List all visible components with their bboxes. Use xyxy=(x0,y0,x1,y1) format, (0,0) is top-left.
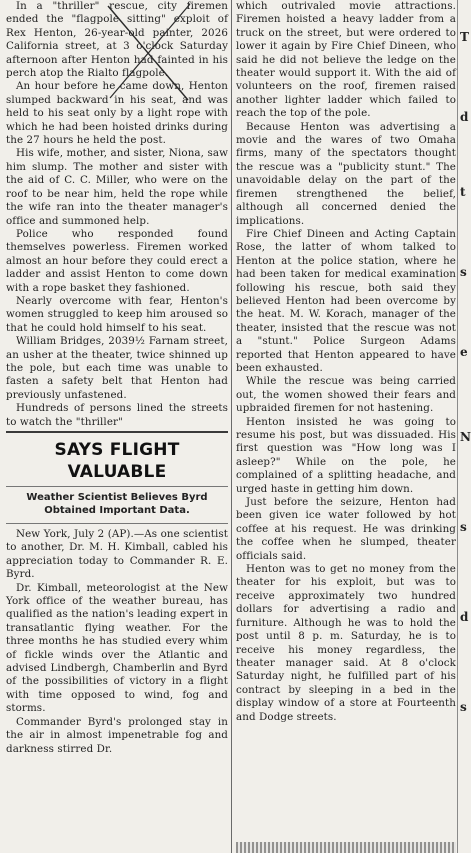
story-paragraph: Hundreds of persons lined the streets to watch the "thriller" xyxy=(6,402,228,428)
edge-letter: N xyxy=(460,430,471,444)
edge-letter: d xyxy=(460,110,469,124)
article-headline: SAYS FLIGHT VALUABLE xyxy=(54,440,180,482)
edge-letter: t xyxy=(460,185,466,199)
edge-letter: T xyxy=(460,30,469,44)
headline-divider xyxy=(6,486,228,487)
story-paragraph: Police who responded found themselves powerless. Firemen worked almost an hour before they could erect a ladder and assist Henton to come down with a rope basket they fashioned. xyxy=(6,227,228,294)
story-paragraph: Henton was to get no money from the theater for his exploit, but was to receive approximately two hundred dollars for advertising a radio and furniture. Although he was to hold the post until 8 p. m. Saturday, he is to receive his money regardless, the theater manager said. At 8 o'clock Saturday night, he fulfilled part of his contract by sleeping in a bed in the display window of a store at Fourteenth and Dodge streets. xyxy=(236,563,456,723)
story-paragraph: Fire Chief Dineen and Acting Captain Rose, the latter of whom talked to Henton at the police station, where he had been taken for medical examination following his rescue, both said they believed Henton had been overcome by the heat. M. W. Korach, manager of the theater, insisted that the rescue was not a "stunt." Police Surgeon Adams reported that Henton appeared to have been exhausted. xyxy=(236,227,456,374)
edge-letter: s xyxy=(460,265,467,279)
story-paragraph: While the rescue was being carried out, the women showed their fears and upbraided firemen for not hastening. xyxy=(236,375,456,415)
section-divider xyxy=(6,431,228,433)
story-paragraph: Henton insisted he was going to resume his post, but was dissuaded. His first question was "How long was I asleep?" While on the pole, he complained of a splitting headache, and urged haste in getting him down. xyxy=(236,415,456,495)
edge-letter: s xyxy=(460,520,467,534)
article-paragraph: Dr. Kimball, meteorologist at the New York office of the weather bureau, has qualified as the nation's leading expert in transatlantic flying weather. For the three months he has studied every whim of fickle winds over the Atlantic and advised Lindbergh, Chamberlin and Byrd of the possibilities of victory in a flight with time opposed to wind, fog and storms. xyxy=(6,581,228,715)
article-paragraph: Commander Byrd's prolonged stay in the air in almost impenetrable fog and darkness stirred Dr. xyxy=(6,715,228,755)
right-column xyxy=(236,0,456,724)
adjacent-column-edge xyxy=(457,0,469,853)
story-paragraph: Just before the seizure, Henton had been given ice water followed by hot coffee at his request. He was drinking the coffee when he slumped, theater officials said. xyxy=(236,496,456,562)
article-subheadline: Weather Scientist Believes Byrd Obtained Important Data. xyxy=(26,492,208,516)
edge-letter: s xyxy=(460,700,467,714)
torn-edge-strip xyxy=(236,842,456,853)
left-column xyxy=(6,0,228,756)
story-paragraph: An hour before he came down, Henton slumped backward in his seat, and was held to his seat only by a light rope with which he had been hoisted drinks during the 27 hours he held the post. xyxy=(6,80,228,147)
column-rule xyxy=(231,0,232,853)
edge-letter: d xyxy=(460,610,469,624)
story-paragraph: His wife, mother, and sister, Niona, saw him slump. The mother and sister with the aid of C. C. Miller, who were on the roof to be near him, held the rope while the wife ran into the theater manager's office and summoned help. xyxy=(6,147,228,227)
story-paragraph: Nearly overcome with fear, Henton's women struggled to keep him aroused so that he could hold himself to his seat. xyxy=(6,294,228,334)
subhead-divider xyxy=(6,523,228,524)
story-paragraph: which outrivaled movie attractions. Firemen hoisted a heavy ladder from a truck on the street, but were ordered to lower it again by Fire Chief Dineen, who said he did not believe the ledge on the theater would support it. With the aid of volunteers on the roof, firemen raised another lighter ladder which failed to reach the top of the pole. xyxy=(236,0,456,120)
story-paragraph: Because Henton was advertising a movie and the wares of two Omaha firms, many of the spectators thought the rescue was a "publicity stunt." The unavoidable delay on the part of the firemen strengthened the belief, although all concerned denied the implications. xyxy=(236,120,456,227)
edge-letter: e xyxy=(460,345,468,359)
story-paragraph: William Bridges, 2039½ Farnam street, an usher at the theater, twice shinned up the pole, but each time was unable to fasten a safety belt that Henton had previously unfastened. xyxy=(6,335,228,401)
story-paragraph: In a "thriller" rescue, city firemen ended the "flagpole sitting" exploit of Rex Henton, 26-year-old painter, 2026 California street, at 3 o'clock Saturday afternoon after Henton had fainted in his perch atop the Rialto flagpole. xyxy=(6,0,228,80)
article-paragraph: New York, July 2 (AP).—As one scientist to another, Dr. M. H. Kimball, cabled his appreciation today to Commander R. E. Byrd. xyxy=(6,528,228,581)
